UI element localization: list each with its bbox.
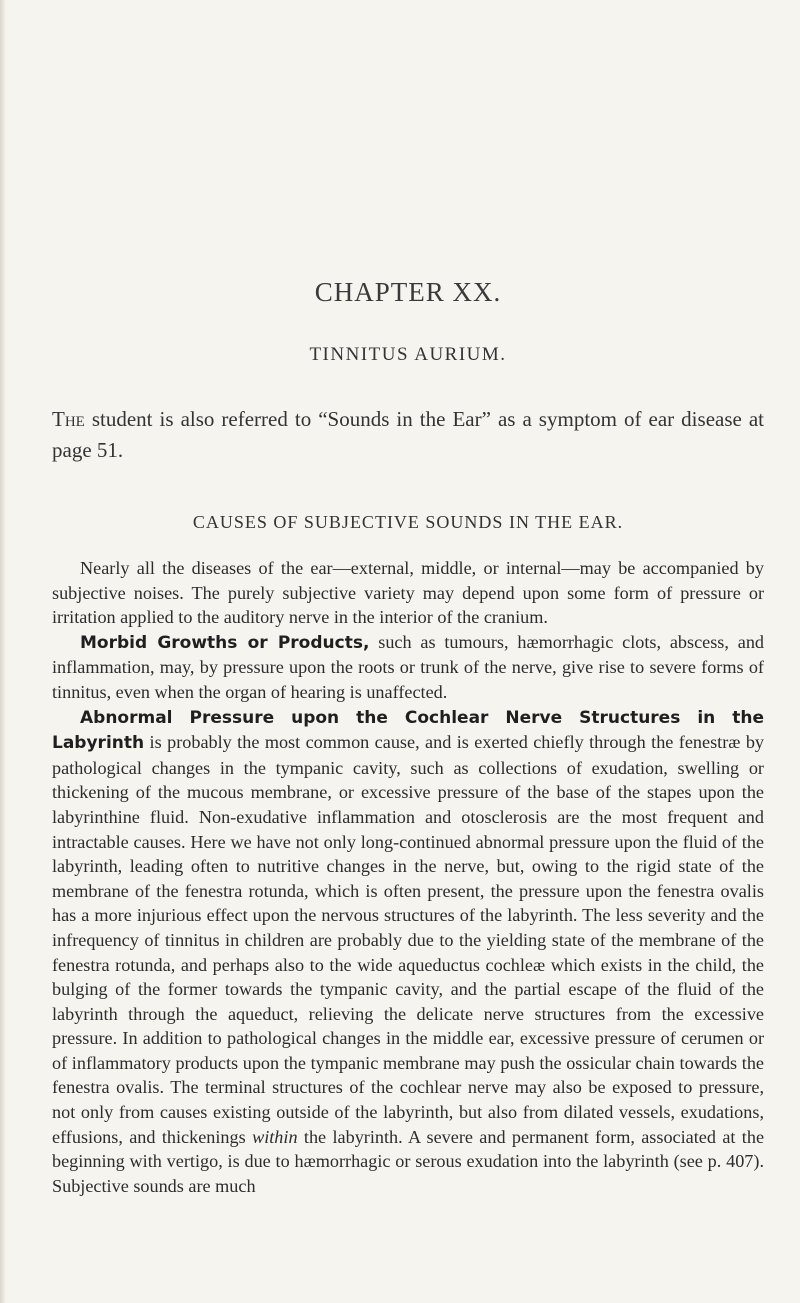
- intro-lead-word: The: [52, 407, 85, 431]
- section-heading: CAUSES OF SUBJECTIVE SOUNDS IN THE EAR.: [192, 512, 624, 532]
- paragraph-3-text-a: is probably the most common cause, and is exerted chiefly through the fenestræ by pathological changes in the tympanic cavity, such as collections of exudation, swelling or thickening of the mucous membrane, or excessive pressure of the base of the stapes upon the labyrinthine fluid. Non-exudative inflammation and otosclerosis are the most frequent and intractable causes. Here we have not only long-continued abnormal pressure upon the fluid of the labyrinth, leading often to nutritive changes in the nerve, but, owing to the rigid state of the membrane of the fenestra rotunda, which is often present, the pressure upon the fenestra ovalis has a more injurious effect upon the nervous structures of the labyrinth. The less severity and the infrequency of tinnitus in children are probably due to the yielding state of the membrane of the fenestra rotunda, and perhaps also to the wide aqueductus cochleæ which exists in the child, the bulging of the former towards the tympanic cavity, and the partial escape of the fluid of the labyrinth through the aqueduct, relieving the delicate nerve structures from the excessive pressure. In addition to pathological changes in the middle ear, excessive pressure of cerumen or of inflammatory products upon the tympanic membrane may push the ossicular chain towards the fenestra ovalis. The terminal structures of the cochlear nerve may also be exposed to pressure, not only from causes existing outside of the labyrinth, but also from dilated vessels, exudations, effusions, and thickenings: [52, 732, 765, 1147]
- page-edge: [0, 0, 6, 1303]
- chapter-heading: CHAPTER XX.: [314, 277, 502, 307]
- paragraph-2: [52, 630, 764, 705]
- body-text: [52, 556, 764, 1198]
- paragraph-2-text: such as tumours, hæmorrhagic clots, abscess, and inflammation, may, by pressure upon the roots or trunk of the nerve, give rise to severe forms of tinnitus, even when the organ of hearing is unaffected.: [52, 631, 765, 702]
- paragraph-1: Nearly all the diseases of the ear—external, middle, or internal—may be accompanied by subjective noises. The purely subjective variety may depend upon some form of pressure or irritation applied to the auditory nerve in the interior of the cranium.: [52, 558, 764, 628]
- paragraph-3-italic: within: [252, 1126, 298, 1147]
- intro-text: student is also referred to “Sounds in the Ear” as a symptom of ear disease at page 51.: [52, 407, 765, 462]
- paragraph-3-heading: Abnormal Pressure upon the Cochlear Nerve Structures in the Labyrinth: [52, 707, 764, 754]
- paragraph-3: [52, 705, 764, 1199]
- intro-paragraph: [52, 404, 764, 466]
- paragraph-3-text-b: the labyrinth. A severe and permanent form, associated at the beginning with vertigo, is due to hæmorrhagic or serous exudation into the labyrinth (see p. 407). Subjective sounds are much: [52, 1126, 765, 1196]
- paragraph-2-heading: Morbid Growths or Products,: [80, 632, 370, 653]
- chapter-title: TINNITUS AURIUM.: [309, 344, 507, 365]
